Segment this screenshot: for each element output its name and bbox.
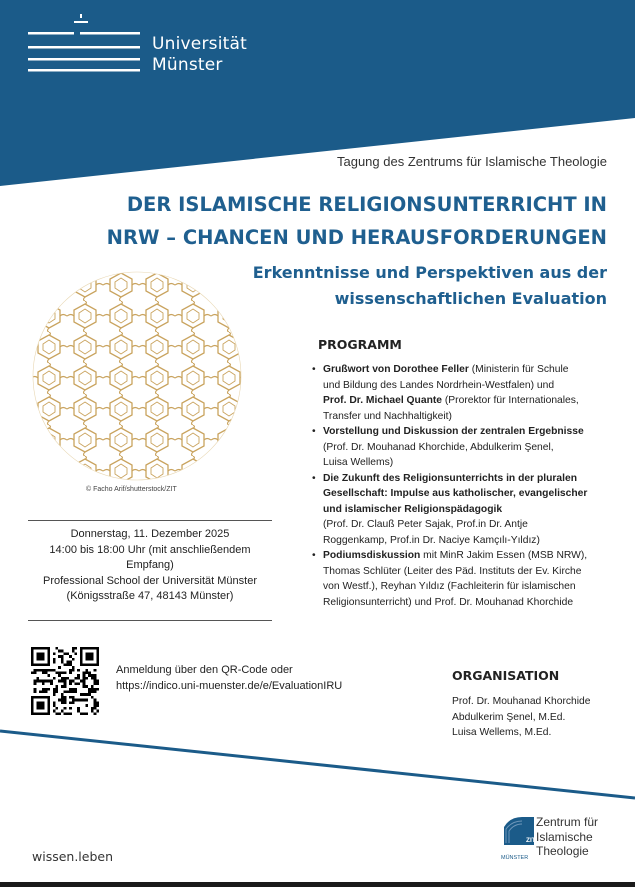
registration-text: Anmeldung über den QR-Code oder <box>116 664 293 676</box>
event-venue: Professional School der Universität Münster <box>43 574 257 587</box>
program-heading: PROGRAMM <box>318 337 402 352</box>
qr-code-icon[interactable] <box>31 647 99 715</box>
divider-bottom <box>28 620 272 621</box>
zit-name: Zentrum für Islamische Theologie <box>536 815 599 858</box>
page-bottom-edge <box>0 882 635 887</box>
registration-info <box>116 663 342 694</box>
organisation-member: Abdulkerim Şenel, M.Ed. <box>452 711 566 723</box>
zit-badge-text: ZIT <box>526 837 536 844</box>
program-item: • Die Zukunft des Religionsunterrichts in der pluralen Gesellschaft: Impulse aus katholischer, evangelischer und islamischer Religionspädagogik (Prof. Dr. Clauß Peter Sajak, Prof.in Dr. Antje Roggenkamp, Prof.in Dr. Naciye Kamçılı-Yıldız) <box>312 472 588 546</box>
program-item: • Podiumsdiskussion mit MinR Jakim Essen (MSB NRW), Thomas Schlüter (Leiter des Päd. Instituts der Ev. Kirche von Westf.), Reyhan Yıldız (Fachleiterin für islamischen Religionsunterricht) und Prof. Dr. Mouhanad Khorchide <box>312 550 588 608</box>
event-kicker: Tagung des Zentrums für Islamische Theologie <box>336 154 607 169</box>
university-name-line1: Universität <box>152 34 247 54</box>
image-credit: © Facho Arif/shutterstock/ZIT <box>86 486 177 493</box>
university-logo <box>28 12 148 74</box>
zit-city-text: MÜNSTER <box>501 855 529 861</box>
event-subtitle-line1: Erkenntnisse und Perspektiven aus der <box>252 263 607 282</box>
zit-logo-icon <box>500 815 536 863</box>
event-title-line1: DER ISLAMISCHE RELIGIONSUNTERRICHT IN <box>126 193 607 216</box>
slogan: wissen.leben <box>32 849 114 864</box>
event-subtitle-line2: wissenschaftlichen Evaluation <box>334 289 607 308</box>
event-subtitle <box>253 260 607 312</box>
organisation-member: Luisa Wellems, M.Ed. <box>452 727 552 738</box>
program-item: • Vorstellung und Diskussion der zentralen Ergebnisse (Prof. Dr. Mouhanad Khorchide, Abdulkerim Şenel, Luisa Wellems) <box>312 426 584 468</box>
event-title-line2: NRW – CHANCEN UND HERAUSFORDERUNGEN <box>106 226 607 249</box>
organisation-heading: ORGANISATION <box>452 668 560 683</box>
program-list <box>312 362 612 610</box>
event-date: Donnerstag, 11. Dezember 2025 <box>70 528 230 540</box>
ornament-pattern-image <box>31 270 243 482</box>
university-name <box>152 34 247 76</box>
bottom-diagonal-rule <box>0 728 635 808</box>
event-time: 14:00 bis 18:00 Uhr (mit anschließendem <box>49 543 251 556</box>
university-name-line2: Münster <box>152 55 223 75</box>
divider-top <box>28 520 272 521</box>
event-address: (Königsstraße 47, 48143 Münster) <box>66 590 234 602</box>
registration-link[interactable]: https://indico.uni-muenster.de/e/EvaluationIRU <box>116 679 343 692</box>
program-item: • Grußwort von Dorothee Feller (Ministerin für Schule und Bildung des Landes Nordrhein-Westfalen) und Prof. Dr. Michael Quante (Prorektor für Internationales, Transfer und Nachhaltigkeit) <box>312 364 579 422</box>
organisation-member: Prof. Dr. Mouhanad Khorchide <box>452 696 591 707</box>
event-details: Donnerstag, 11. Dezember 2025 14:00 bis 18:00 Uhr (mit anschließendem Empfang) Professional School der Universität Münster (Königsstraße 47, 48143 Münster) <box>28 527 272 605</box>
event-title <box>107 188 607 254</box>
